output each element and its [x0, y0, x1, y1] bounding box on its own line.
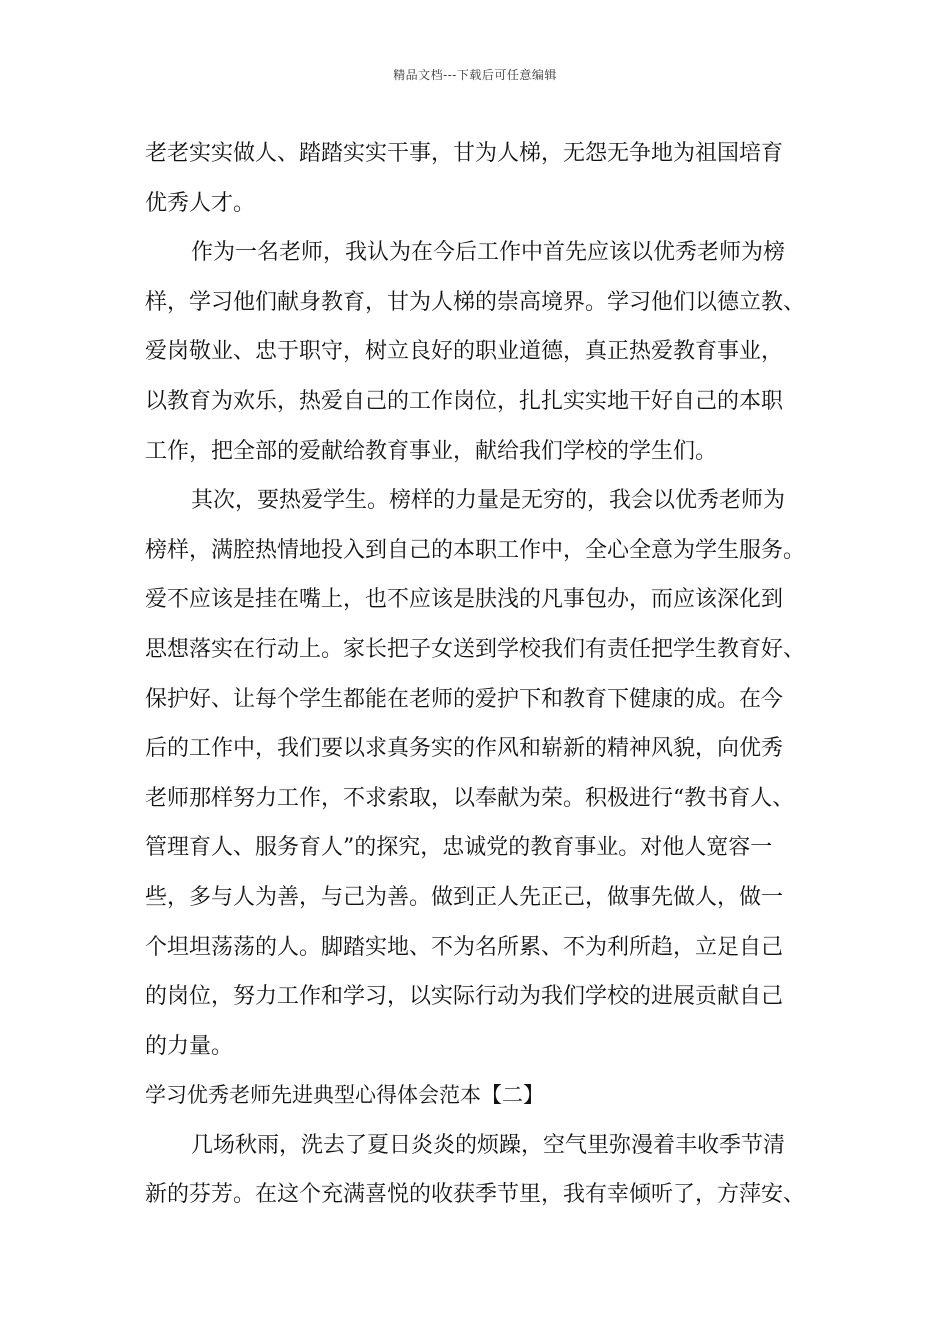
- text-line: 爱岗敬业、忠于职守，树立良好的职业道德，真正热爱教育事业，: [145, 339, 784, 365]
- text-line: 以教育为欢乐，热爱自己的工作岗位，扎扎实实地干好自己的本职: [145, 388, 784, 414]
- text-line: 思想落实在行动上。家长把子女送到学校我们有责任把学生教育好、: [145, 636, 806, 662]
- text-line: 管理育人、服务育人”的探究，忠诚党的教育事业。对他人宽容一: [145, 835, 773, 861]
- text-line: 的岗位，努力工作和学习，以实际行动为我们学校的进展贡献自己: [145, 984, 784, 1010]
- text-line: 其次，要热爱学生。榜样的力量是无穷的，我会以优秀老师为: [191, 488, 786, 514]
- text-line: 的力量。: [145, 1033, 234, 1059]
- text-line: 工作，把全部的爱献给教育事业，献给我们学校的学生们。: [145, 438, 718, 464]
- text-line: 个坦坦荡荡的人。脚踏实地、不为名所累、不为利所趋，立足自己: [145, 934, 784, 960]
- text-line: 新的芬芳。在这个充满喜悦的收获季节里，我有幸倾听了，方萍安、: [145, 1182, 806, 1208]
- text-line: 些，多与人为善，与己为善。做到正人先正己，做事先做人，做一: [145, 884, 784, 910]
- text-line: 优秀人才。: [145, 190, 256, 216]
- text-line: 爱不应该是挂在嘴上，也不应该是肤浅的凡事包办，而应该深化到: [145, 587, 784, 613]
- section-heading: 学习优秀老师先进典型心得体会范本【二】: [145, 1083, 544, 1108]
- page-header: 精品文档---下载后可任意编辑: [393, 68, 557, 82]
- text-line: 榜样，满腔热情地投入到自己的本职工作中，全心全意为学生服务。: [145, 537, 806, 563]
- text-line: 后的工作中，我们要以求真务实的作风和崭新的精神风貌，向优秀: [145, 736, 784, 762]
- text-line: 几场秋雨，洗去了夏日炎炎的烦躁，空气里弥漫着丰收季节清: [191, 1132, 786, 1158]
- text-line: 样，学习他们献身教育，甘为人梯的崇高境界。学习他们以德立教、: [145, 289, 806, 315]
- document-body: [145, 129, 817, 1220]
- text-line: 老师那样努力工作，不求索取，以奉献为荣。积极进行“教书育人、: [145, 785, 795, 811]
- text-line: 保护好、让每个学生都能在老师的爱护下和教育下健康的成。在今: [145, 686, 784, 712]
- text-line: 作为一名老师，我认为在今后工作中首先应该以优秀老师为榜: [191, 240, 786, 266]
- text-line: 老老实实做人、踏踏实实干事，甘为人梯，无怨无争地为祖国培育: [145, 141, 784, 166]
